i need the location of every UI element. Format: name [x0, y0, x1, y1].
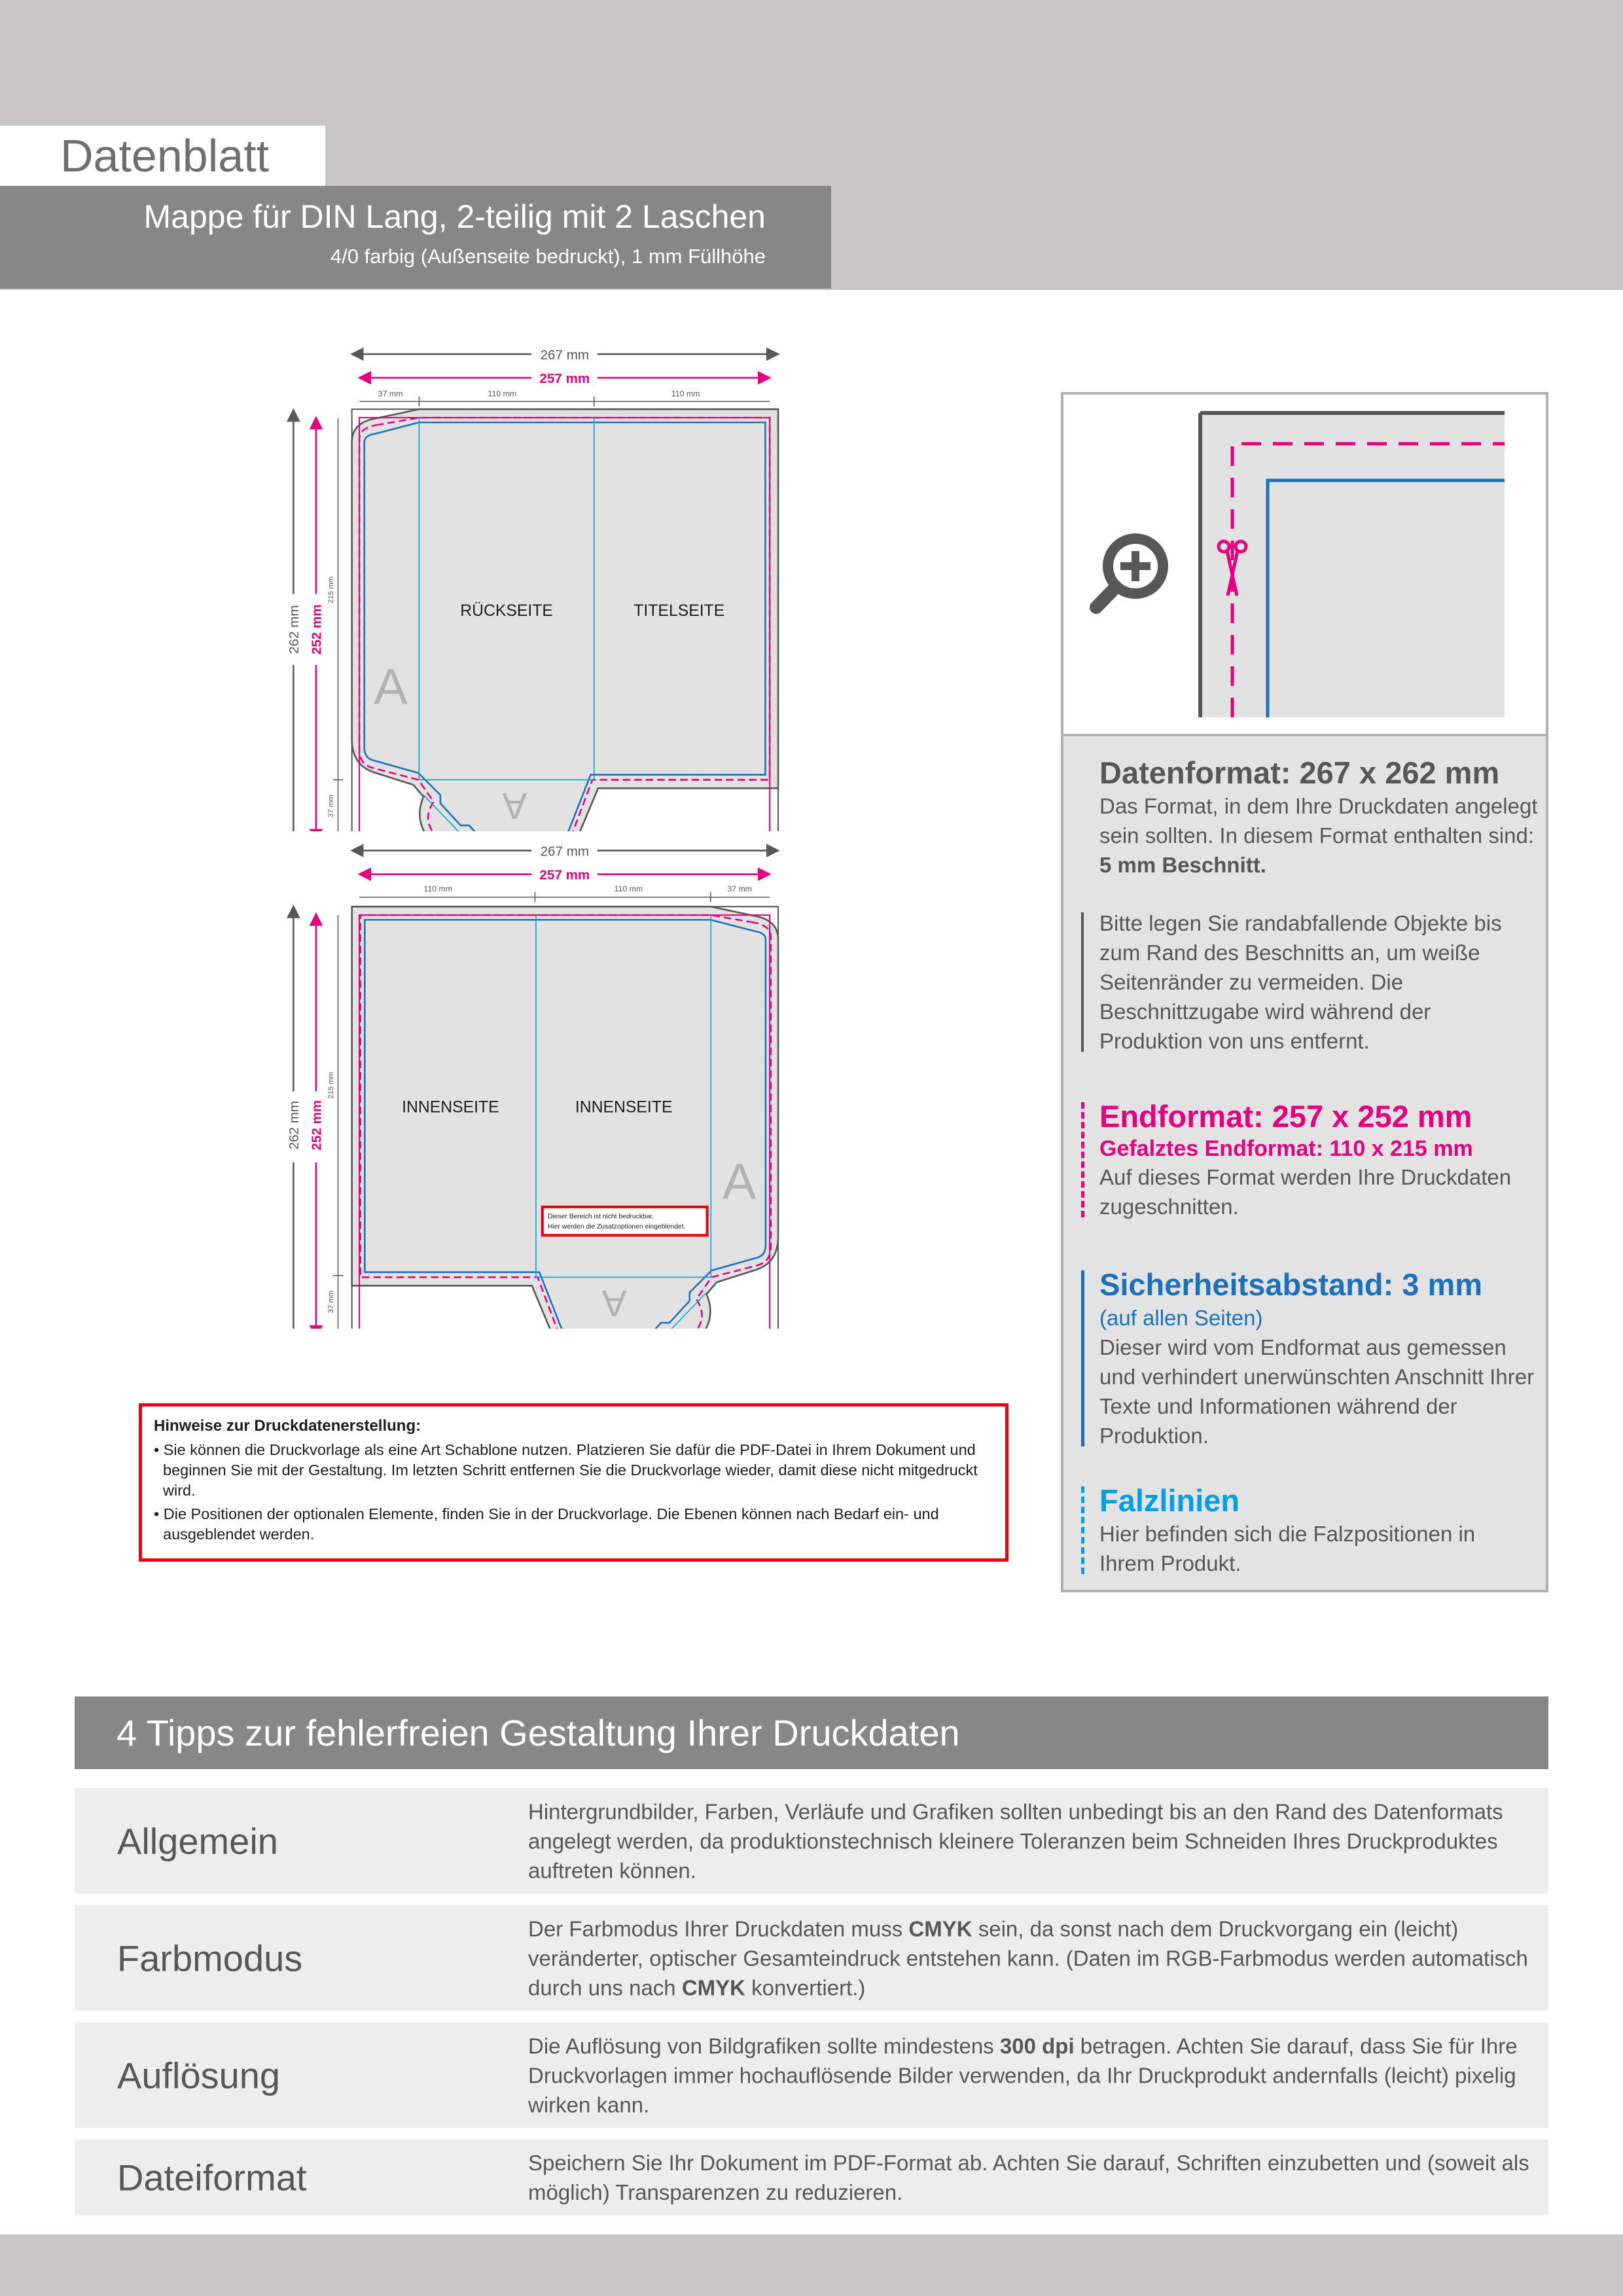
- height-flap-label: 37 mm: [327, 795, 335, 818]
- outside-template-diagram: [275, 334, 798, 831]
- width-final-label: 257 mm: [539, 867, 590, 883]
- endformat-subtitle: Gefalztes Endformat: 110 x 215 mm: [1099, 1136, 1473, 1161]
- bottom-band: [0, 2234, 1623, 2296]
- doc-label: Datenblatt: [60, 130, 270, 181]
- inside-template-diagram: [275, 831, 798, 1329]
- notice-line: Hier werden die Zusatzoptionen eingeblendet.: [548, 1223, 686, 1231]
- height-main-label: 215 mm: [327, 576, 335, 603]
- notes-item: • Sie können die Druckvorlage als eine Art Schablone nutzen. Platzieren Sie dafür die PDF-Datei in Ihrem Dokument und beginnen Sie mit der Gestaltung. Im letzten Schritt entfernen Sie die Druckvorlage wieder, damit diese nicht mitgedruckt wird.: [154, 1441, 978, 1499]
- segment-label: 110 mm: [423, 884, 453, 893]
- notice-line: Dieser Bereich ist nicht bedruckbar.: [548, 1213, 654, 1221]
- width-total-label: 267 mm: [540, 347, 590, 363]
- sicherheit-text: Dieser wird vom Endformat aus gemessen und verhindert unerwünschten Anschnitt Ihrer Texte und Informationen während der Produktion.: [1099, 1335, 1535, 1448]
- segment-label: 110 mm: [671, 389, 700, 399]
- flap-mark: A: [722, 1153, 757, 1210]
- segment-label: 110 mm: [488, 389, 517, 399]
- segment-label: 37 mm: [727, 884, 753, 893]
- legend-sicherheitsabstand: [1099, 1266, 1544, 1450]
- beschnitt-text: Bitte legen Sie randabfallende Objekte bis zum Rand des Beschnitts an, um weiße Seitenränder zu vermeiden. Die Beschnittzugabe wird während der Produktion von uns entfernt.: [1099, 911, 1502, 1053]
- height-main-label: 215 mm: [327, 1071, 335, 1099]
- tip-label: Farbmodus: [117, 1937, 303, 1979]
- folder-shape: [352, 409, 778, 831]
- panel-label-inside-left: INNENSEITE: [402, 1098, 499, 1117]
- tip-label: Auflösung: [117, 2054, 281, 2096]
- tip-label: Allgemein: [117, 1820, 278, 1861]
- bleed-detail-illustration: [1086, 406, 1531, 726]
- endformat-title: Endformat: 257 x 252 mm: [1099, 1099, 1472, 1134]
- height-total-label: 262 mm: [287, 1100, 302, 1150]
- flap-mark-inverted: A: [601, 1282, 627, 1324]
- tip-text: Speichern Sie Ihr Dokument im PDF-Format ab. Achten Sie darauf, Schriften einzubetten und (soweit als möglich) Transparenzen zu reduzieren.: [528, 2151, 1529, 2204]
- legend-endformat: [1099, 1098, 1544, 1221]
- tip-text: Die Auflösung von Bildgrafiken sollte mindestens 300 dpi betragen. Achten Sie darauf, dass Sie für Ihre Druckvorlagen immer hochauflösende Bilder verwenden, da Ihr Druckprodukt andernfalls (leicht) pixelig wirken kann.: [528, 2034, 1518, 2117]
- sicherheit-subtitle: (auf allen Seiten): [1099, 1306, 1263, 1330]
- panel-label-inside-right: INNENSEITE: [575, 1098, 673, 1117]
- segment-label: 110 mm: [614, 884, 643, 893]
- page-subtitle: 4/0 farbig (Außenseite bedruckt), 1 mm Füllhöhe: [330, 245, 766, 268]
- tip-row: [75, 2140, 1548, 2215]
- height-final-label: 252 mm: [309, 1100, 325, 1151]
- legend-falzlinien: [1099, 1482, 1544, 1578]
- flap-mark-inverted: A: [502, 785, 527, 827]
- notes-item: • Die Positionen der optionalen Elemente, finden Sie in der Druckvorlage. Die Ebenen können nach Bedarf ein- und ausgeblendet werden.: [154, 1505, 939, 1543]
- tips-header: 4 Tipps zur fehlerfreien Gestaltung Ihrer Druckdaten: [75, 1696, 1548, 1769]
- height-flap-label: 37 mm: [327, 1290, 335, 1314]
- endformat-text: Auf dieses Format werden Ihre Druckdaten zugeschnitten.: [1099, 1165, 1512, 1219]
- tip-label: Dateiformat: [117, 2157, 307, 2198]
- height-total-label: 262 mm: [287, 605, 302, 654]
- tip-text: Der Farbmodus Ihrer Druckdaten muss CMYK sein, da sonst nach dem Druckvorgang ein (leicht) veränderter, optischer Gesamteindruck entstehen kann. (Daten im RGB-Farbmodus werden automatisch durch uns nach CMYK konvertiert.): [528, 1916, 1528, 2000]
- print-notes-box: [139, 1403, 1008, 1562]
- folder-shape: [352, 906, 778, 1329]
- segment-label: 37 mm: [378, 389, 403, 399]
- datenformat-title: Datenformat: 267 x 262 mm: [1099, 755, 1500, 790]
- sicherheit-title: Sicherheitsabstand: 3 mm: [1099, 1267, 1483, 1302]
- width-total-label: 267 mm: [540, 844, 590, 859]
- legend-datenformat: [1099, 755, 1544, 880]
- falzlinien-title: Falzlinien: [1099, 1483, 1240, 1518]
- legend-beschnitt: [1099, 908, 1544, 1056]
- notes-title: Hinweise zur Druckdatenerstellung:: [154, 1417, 421, 1435]
- panel-label-back: RÜCKSEITE: [460, 602, 553, 620]
- tip-row: [75, 1788, 1548, 1893]
- width-final-label: 257 mm: [539, 370, 590, 386]
- flap-mark: A: [374, 658, 408, 715]
- non-printable-notice-box: [543, 1207, 707, 1235]
- height-final-label: 252 mm: [309, 604, 325, 655]
- tip-row: [75, 2022, 1548, 2128]
- datenformat-bold: 5 mm Beschnitt.: [1099, 853, 1266, 877]
- panel-label-front: TITELSEITE: [633, 602, 725, 620]
- tip-text: Hintergrundbilder, Farben, Verläufe und Grafiken sollten unbedingt bis an den Rand des Datenformats angelegt werden, da produktionstechnisch kleinere Toleranzen beim Schneiden Ihres Druckproduktes auftreten können.: [528, 1799, 1503, 1882]
- datenformat-text: Das Format, in dem Ihre Druckdaten angelegt sein sollten. In diesem Format enthalten sind:: [1099, 794, 1538, 848]
- falzlinien-text: Hier befinden sich die Falzpositionen in Ihrem Produkt.: [1099, 1522, 1476, 1575]
- magnifier-plus-icon: [1096, 539, 1163, 607]
- page-title: Mappe für DIN Lang, 2-teilig mit 2 Laschen: [143, 198, 766, 235]
- tip-row: [75, 1905, 1548, 2011]
